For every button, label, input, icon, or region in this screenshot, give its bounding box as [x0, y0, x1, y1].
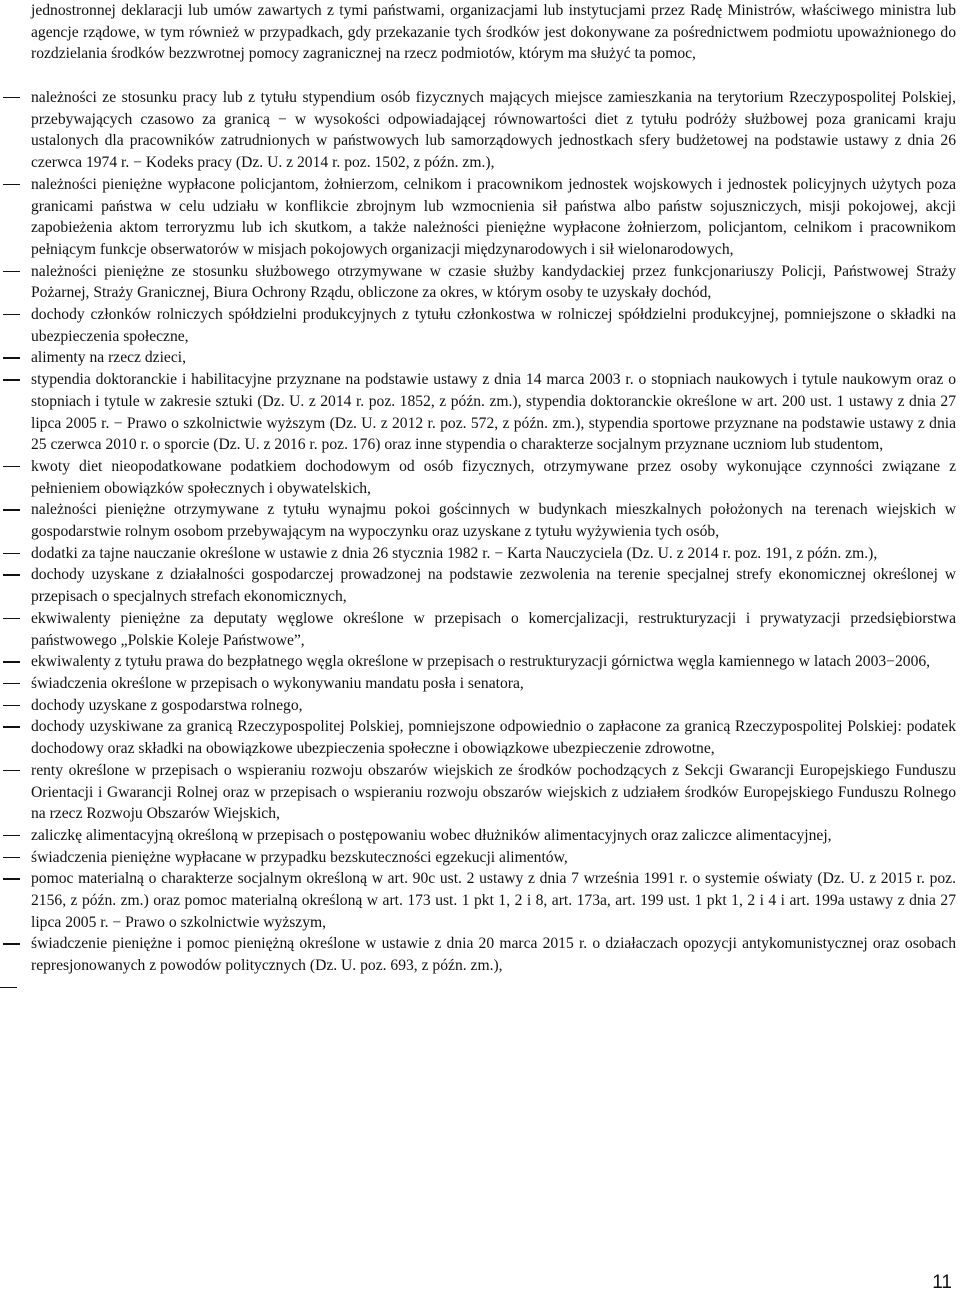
dash-bullet-icon	[3, 661, 20, 662]
list-item: ekwiwalenty pieniężne za deputaty węglowe określone w przepisach o komercjalizacji, restrukturyzacji i prywatyzacji przedsiębiorstwa państwowego „Polskie Koleje Państwowe”,	[0, 608, 956, 651]
list-item: świadczenie pieniężne i pomoc pieniężną określone w ustawie z dnia 20 marca 2015 r. o działaczach opozycji antykomunistycznej oraz osobach represjonowanych z powodów politycznych (Dz. U. poz. 693, z późn. zm.),	[0, 933, 956, 976]
dash-bullet-icon	[3, 683, 20, 684]
dash-bullet-icon	[3, 943, 20, 944]
dash-bullet-icon	[3, 379, 20, 380]
list-item: stypendia doktoranckie i habilitacyjne przyznane na podstawie ustawy z dnia 14 marca 2003 r. o stopniach naukowych i tytule naukowym oraz o stopniach i tytule w zakresie sztuki (Dz. U. z 2014 r. poz. 1852, z późn. zm.), stypendia doktoranckie określone w art. 200 ust. 1 ustawy z dnia 27 lipca 2005 r. − Prawo o szkolnictwie wyższym (Dz. U. z 2012 r. poz. 572, z późn. zm.), stypendia sportowe przyznane na podstawie ustawy z dnia 25 czerwca 2010 r. o sporcie (Dz. U. z 2016 r. poz. 176) oraz inne stypendia o charakterze socjalnym przyznane uczniom lub studentom,	[0, 369, 956, 456]
dash-bullet-icon	[3, 271, 20, 272]
dash-bullet-icon	[3, 726, 20, 727]
dash-bullet-icon	[3, 357, 20, 358]
list-item: zaliczkę alimentacyjną określoną w przepisach o postępowaniu wobec dłużników alimentacyjnych oraz zaliczce alimentacyjnej,	[0, 825, 956, 847]
page-number: 11	[932, 1272, 952, 1293]
list-item: renty określone w przepisach o wspieraniu rozwoju obszarów wiejskich ze środków pochodzących z Sekcji Gwarancji Europejskiego Funduszu Orientacji i Gwarancji Rolnej oraz w przepisach o wspieraniu rozwoju obszarów wiejskich z udziałem środków Europejskiego Funduszu Rolnego na rzecz Rozwoju Obszarów Wiejskich,	[0, 760, 956, 825]
list-item: należności pieniężne ze stosunku służbowego otrzymywane w czasie służby kandydackiej przez funkcjonariuszy Policji, Państwowej Straży Pożarnej, Straży Granicznej, Biura Ochrony Rządu, obliczone za okres, w którym osoby te uzyskały dochód,	[0, 261, 956, 304]
dash-bullet-icon	[3, 857, 20, 858]
dash-bullet-icon	[3, 553, 20, 554]
dash-bullet-icon	[3, 97, 20, 98]
dash-bullet-icon	[3, 574, 20, 575]
dash-bullet-icon	[3, 184, 20, 185]
dash-bullet-icon	[3, 509, 20, 510]
dash-bullet-icon	[3, 770, 20, 771]
list-item: dochody uzyskane z gospodarstwa rolnego,	[0, 695, 956, 717]
list-item: należności pieniężne otrzymywane z tytułu wynajmu pokoi gościnnych w budynkach mieszkalnych położonych na terenach wiejskich w gospodarstwie rolnym osobom przebywającym na wypoczynku oraz uzyskane z tytułu wyżywienia tych osób,	[0, 499, 956, 542]
dash-bullet-icon	[3, 314, 20, 315]
dash-bullet-icon	[3, 835, 20, 836]
list-item: świadczenia określone w przepisach o wykonywaniu mandatu posła i senatora,	[0, 673, 956, 695]
list-item: dochody uzyskiwane za granicą Rzeczypospolitej Polskiej, pomniejszone odpowiednio o zapłacone za granicą Rzeczypospolitej Polskiej: podatek dochodowy oraz składki na obowiązkowe ubezpieczenia społeczne i obowiązkowe ubezpieczenie zdrowotne,	[0, 716, 956, 759]
dash-bullet-icon	[3, 618, 20, 619]
list-item: alimenty na rzecz dzieci,	[0, 347, 956, 369]
list-item: pomoc materialną o charakterze socjalnym określoną w art. 90c ust. 2 ustawy z dnia 7 września 1991 r. o systemie oświaty (Dz. U. z 2015 r. poz. 2156, z późn. zm.) oraz pomoc materialną określoną w art. 173 ust. 1 pkt 1, 2 i 8, art. 173a, art. 199 ust. 1 pkt 1, 2 i 4 i art. 199a ustawy z dnia 27 lipca 2005 r. − Prawo o szkolnictwie wyższym,	[0, 868, 956, 933]
list-item: świadczenia pieniężne wypłacane w przypadku bezskuteczności egzekucji alimentów,	[0, 847, 956, 869]
list-item: kwoty diet nieopodatkowane podatkiem dochodowym od osób fizycznych, otrzymywane przez osoby wykonujące czynności związane z pełnieniem obowiązków społecznych i obywatelskich,	[0, 456, 956, 499]
list-item: należności ze stosunku pracy lub z tytułu stypendium osób fizycznych mających miejsce zamieszkania na terytorium Rzeczypospolitej Polskiej, przebywających czasowo za granicą − w wysokości odpowiadającej równowartości diet z tytułu podróży służbowej poza granicami kraju ustalonych dla pracowników zatrudnionych w państwowych lub samorządowych jednostkach sfery budżetowej na podstawie ustawy z dnia 26 czerwca 1974 r. − Kodeks pracy (Dz. U. z 2014 r. poz. 1502, z późn. zm.),	[0, 87, 956, 174]
dash-bullet-icon	[3, 705, 20, 706]
list-item: należności pieniężne wypłacone policjantom, żołnierzom, celnikom i pracownikom jednostek wojskowych i jednostek policyjnych użytych poza granicami państwa w celu udziału w konflikcie zbrojnym lub wzmocnienia sił państwa albo państw sojuszniczych, misji pokojowej, akcji zapobieżenia aktom terroryzmu lub ich skutkom, a także należności pieniężne wypłacone żołnierzom, policjantom, celnikom i pracownikom pełniącym funkcje obserwatorów w misjach pokojowych organizacji międzynarodowych i sił wielonarodowych,	[0, 174, 956, 261]
dash-bullet-icon	[0, 987, 17, 988]
list-item: ekwiwalenty z tytułu prawa do bezpłatnego węgla określone w przepisach o restrukturyzacji górnictwa węgla kamiennego w latach 2003−2006,	[0, 651, 956, 673]
income-list	[0, 87, 960, 977]
list-item: dochody uzyskane z działalności gospodarczej prowadzonej na podstawie zezwolenia na terenie specjalnej strefy ekonomicznej określonej w przepisach o specjalnych strefach ekonomicznych,	[0, 564, 956, 607]
list-item: dochody członków rolniczych spółdzielni produkcyjnych z tytułu członkostwa w rolniczej spółdzielni produkcyjnej, pomniejszone o składki na ubezpieczenia społeczne,	[0, 304, 956, 347]
list-item: dodatki za tajne nauczanie określone w ustawie z dnia 26 stycznia 1982 r. − Karta Nauczyciela (Dz. U. z 2014 r. poz. 191, z późn. zm.),	[0, 543, 956, 565]
dash-bullet-icon	[3, 878, 20, 879]
dash-bullet-icon	[3, 466, 20, 467]
continuation-paragraph: jednostronnej deklaracji lub umów zawartych z tymi państwami, organizacjami lub instytucjami przez Radę Ministrów, właściwego ministra lub agencje rządowe, w tym również w przypadkach, gdy przekazanie tych środków jest dokonywane za pośrednictwem podmiotu upoważnionego do rozdzielania środków bezzwrotnej pomocy zagranicznej na rzecz podmiotów, którym ma służyć ta pomoc,	[31, 2, 956, 63]
